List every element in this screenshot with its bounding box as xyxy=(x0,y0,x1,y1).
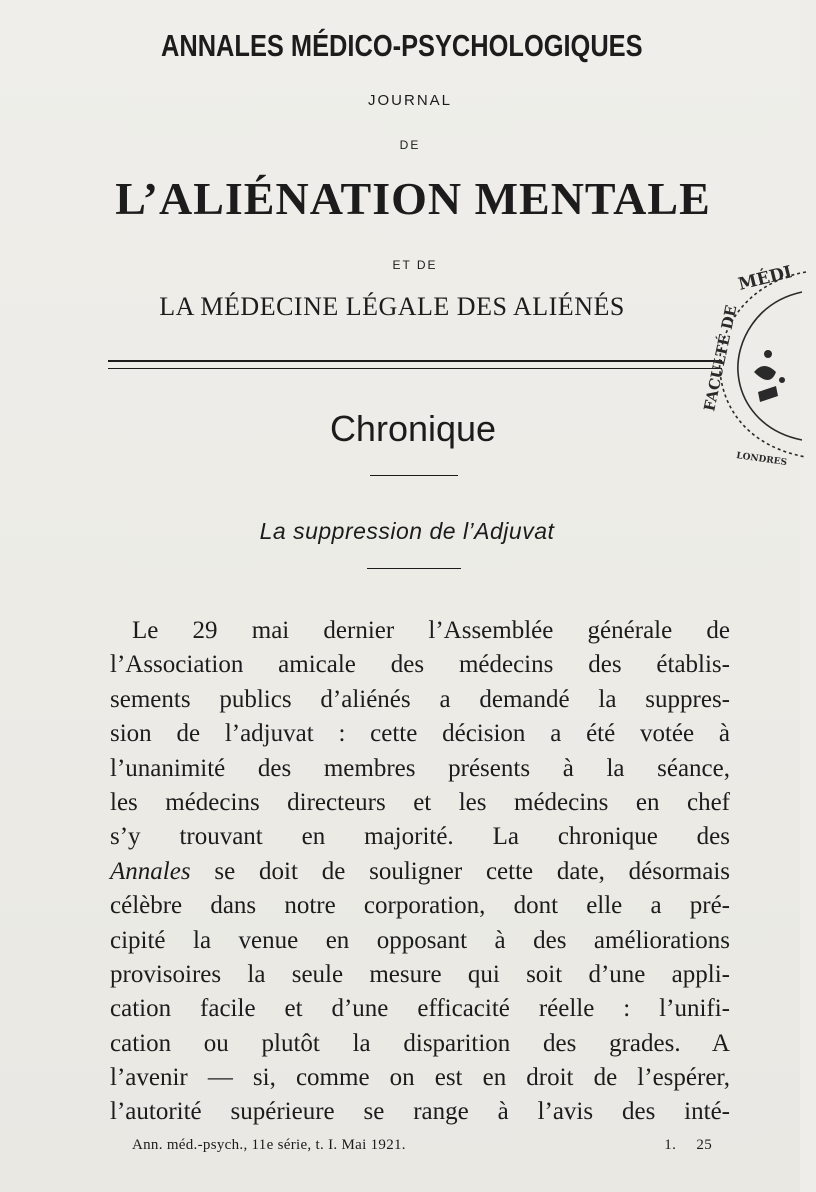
body-line: cipité la venue en opposant à des améliorations xyxy=(110,926,730,954)
body-line: s’y trouvant en majorité. La chronique des xyxy=(110,823,730,851)
body-line: les médecins directeurs et les médecins en chef xyxy=(110,788,730,816)
section-heading: Chronique xyxy=(329,408,497,449)
body-line: sion de l’adjuvat : cette décision a été votée à xyxy=(110,720,730,748)
article-body xyxy=(110,614,730,1130)
section-divider-top xyxy=(370,475,458,476)
et-de-label: ET DE xyxy=(392,258,438,272)
body-line: cation ou plutôt la disparition des grades. A xyxy=(110,1029,730,1057)
article-title: La suppression de l’Adjuvat xyxy=(259,518,555,544)
body-line: sements publics d’aliénés a demandé la suppres- xyxy=(110,685,730,713)
footer-page-info xyxy=(664,1137,712,1154)
de-label: DE xyxy=(399,138,421,152)
body-line-with-italic xyxy=(110,855,730,889)
section-divider-bottom xyxy=(367,568,461,569)
body-line: Le 29 mai dernier l’Assemblée générale de xyxy=(132,617,730,644)
header-rule-top xyxy=(108,360,722,362)
body-line: célèbre dans notre corporation, dont elle a pré- xyxy=(110,892,730,920)
header-rule-bottom xyxy=(108,368,722,369)
footer-sheet: 1. xyxy=(664,1137,677,1153)
footer-citation: Ann. méd.-psych., 11e série, t. I. Mai 1921. xyxy=(132,1137,406,1153)
body-line: cation facile et d’une efficacité réelle : l’unifi- xyxy=(110,995,730,1023)
svg-text:LONDRES: LONDRES xyxy=(735,451,788,469)
italic-annales: Annales xyxy=(110,857,191,885)
body-line-rest: se doit de souligner cette date, désormais xyxy=(214,857,730,885)
journal-subtitle: LA MÉDECINE LÉGALE DES ALIÉNÉS xyxy=(159,292,625,321)
journal-label: JOURNAL xyxy=(367,92,452,109)
body-line: provisoires la seule mesure qui soit d’une appli- xyxy=(110,960,730,988)
library-stamp-icon xyxy=(700,262,816,472)
footer-page-number: 25 xyxy=(696,1137,712,1153)
body-line: l’unanimité des membres présents à la séance, xyxy=(110,754,730,782)
body-line: l’autorité supérieure se range à l’avis des inté- xyxy=(110,1098,730,1126)
body-line: l’avenir — si, comme on est en droit de l’espérer, xyxy=(110,1064,730,1092)
svg-text:FACULTÉ DE: FACULTÉ DE xyxy=(700,303,741,413)
journal-title: ANNALES MÉDICO-PSYCHOLOGIQUES xyxy=(160,28,643,63)
svg-text:MÉDI: MÉDI xyxy=(736,262,795,295)
main-title: L’ALIÉNATION MENTALE xyxy=(115,173,711,224)
body-line: l’Association amicale des médecins des établis- xyxy=(110,651,730,679)
